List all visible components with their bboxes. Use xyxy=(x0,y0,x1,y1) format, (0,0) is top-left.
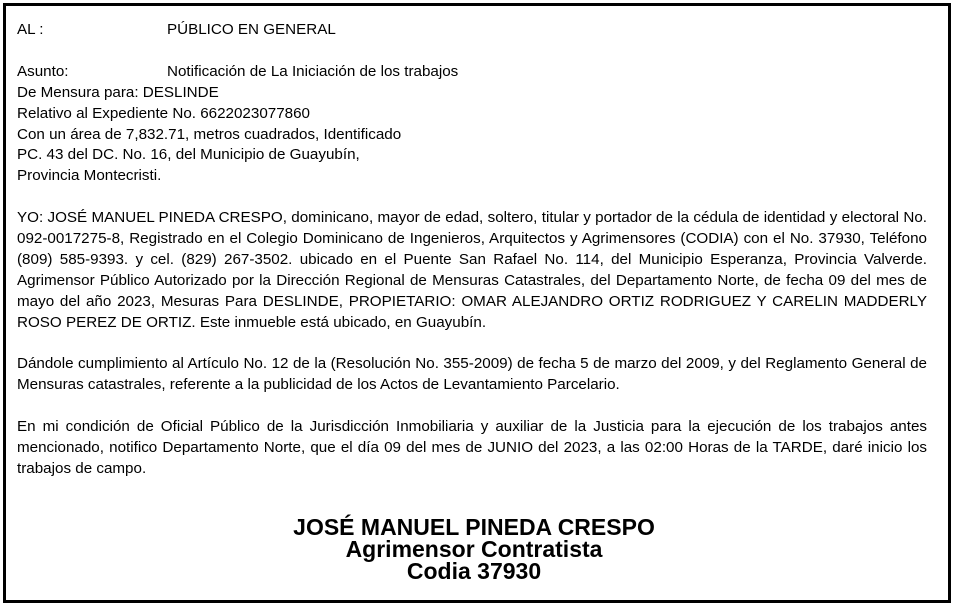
compliance-paragraph: Dándole cumplimiento al Artículo No. 12 de la (Resolución No. 355-2009) de fecha 5 de marzo del 2009, y del Reglamento General de Mensuras catastrales, referente a la publicidad de los Actos de Levantamiento Parcelario. xyxy=(17,355,927,394)
detail-area: Con un área de 7,832.71, metros cuadrados, Identificado xyxy=(17,125,402,143)
subject-label: Asunto: xyxy=(17,62,69,80)
addressee-row xyxy=(17,20,927,41)
detail-mensura: De Mensura para: DESLINDE xyxy=(17,83,219,101)
detail-provincia: Provincia Montecristi. xyxy=(17,167,162,185)
subject-row xyxy=(17,62,927,83)
signature-title: Agrimensor Contratista xyxy=(345,536,603,562)
detail-expediente: Relativo al Expediente No. 6622023077860 xyxy=(17,104,311,122)
declaration-paragraph: YO: JOSÉ MANUEL PINEDA CRESPO, dominicano, mayor de edad, soltero, titular y portador de la cédula de identidad y electoral No. 092-0017275-8, Registrado en el Colegio Dominicano de Ingenieros, Arquitectos y Agrimensores (CODIA) con el No. 37930, Teléfono (809) 585-9393. y cel. (829) 267-3502. ubicado en el Puente San Rafael No. 114, del Municipio Esperanza, Provincia Valverde. Agrimensor Público Autorizado por la Dirección Regional de Mensuras Catastrales, del Departamento Norte, de fecha 09 del mes de mayo del año 2023, Mesuras Para DESLINDE, PROPIETARIO: OMAR ALEJANDRO ORTIZ RODRIGUEZ Y CARELIN MADDERLY ROSO PEREZ DE ORTIZ. Este inmueble está ubicado, en Guayubín. xyxy=(17,209,927,331)
notice-body xyxy=(17,20,927,480)
detail-parcela: PC. 43 del DC. No. 16, del Municipio de Guayubín, xyxy=(17,146,360,164)
addressee-value: PÚBLICO EN GENERAL xyxy=(167,21,336,38)
subject-value: Notificación de La Iniciación de los trabajos xyxy=(167,62,459,80)
signature-code: Codia 37930 xyxy=(406,558,542,584)
signature-name: JOSÉ MANUEL PINEDA CRESPO xyxy=(293,514,655,540)
notification-paragraph: En mi condición de Oficial Público de la Jurisdicción Inmobiliaria y auxiliar de la Justicia para la ejecución de los trabajos antes mencionado, notifico Departamento Norte, que el día 09 del mes de JUNIO del 2023, a las 02:00 Horas de la TARDE, daré inicio los trabajos de campo. xyxy=(17,418,927,477)
addressee-label: AL : xyxy=(17,21,44,38)
